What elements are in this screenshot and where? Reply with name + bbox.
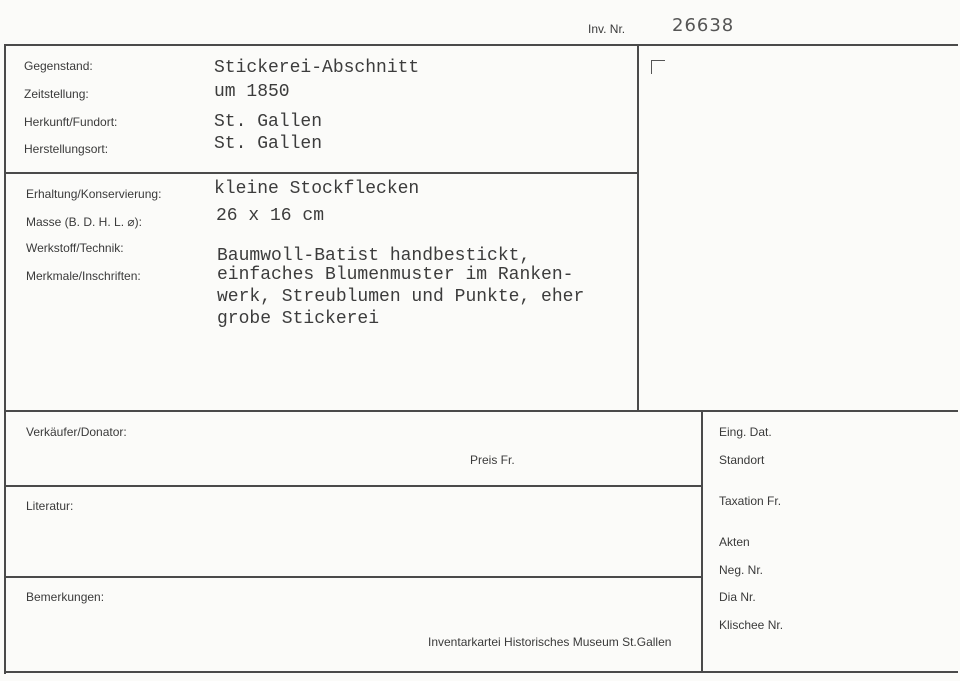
inv-nr-label: Inv. Nr. bbox=[588, 22, 626, 36]
masse-label: Masse (B. D. H. L. ⌀): bbox=[26, 215, 142, 229]
footer-text: Inventarkartei Historisches Museum St.Gallen bbox=[428, 635, 672, 649]
preis-label: Preis Fr. bbox=[470, 453, 515, 467]
beschreibung-line-1: Baumwoll-Batist handbestickt, bbox=[217, 246, 531, 266]
section-rule-2 bbox=[4, 410, 958, 412]
photo-corner-mark-icon bbox=[651, 60, 665, 74]
taxation-label: Taxation Fr. bbox=[719, 494, 782, 508]
section-rule-4 bbox=[4, 576, 702, 578]
herstellungsort-value: St. Gallen bbox=[214, 134, 323, 154]
herkunft-label: Herkunft/Fundort: bbox=[24, 115, 118, 129]
herkunft-value: St. Gallen bbox=[214, 112, 323, 132]
standort-label: Standort bbox=[719, 453, 765, 467]
dia-nr-label: Dia Nr. bbox=[719, 590, 756, 604]
literatur-label: Literatur: bbox=[26, 499, 74, 513]
left-border bbox=[4, 44, 6, 674]
beschreibung-line-2: einfaches Blumenmuster im Ranken- bbox=[217, 265, 574, 285]
merkmale-label: Merkmale/Inschriften: bbox=[26, 269, 141, 283]
section-rule-1 bbox=[4, 172, 638, 174]
right-column-divider bbox=[701, 410, 703, 672]
herstellungsort-label: Herstellungsort: bbox=[24, 142, 109, 156]
zeitstellung-label: Zeitstellung: bbox=[24, 87, 89, 101]
verkaeufer-label: Verkäufer/Donator: bbox=[26, 425, 127, 439]
header-rule bbox=[4, 44, 958, 46]
erhaltung-value: kleine Stockflecken bbox=[214, 179, 420, 199]
photo-box-divider bbox=[637, 44, 639, 411]
eing-dat-label: Eing. Dat. bbox=[719, 425, 772, 439]
zeitstellung-value: um 1850 bbox=[214, 82, 290, 102]
beschreibung-line-4: grobe Stickerei bbox=[217, 309, 380, 329]
klischee-nr-label: Klischee Nr. bbox=[719, 618, 784, 632]
gegenstand-value: Stickerei-Abschnitt bbox=[214, 58, 420, 78]
gegenstand-label: Gegenstand: bbox=[24, 59, 93, 73]
beschreibung-line-3: werk, Streublumen und Punkte, eher bbox=[217, 287, 585, 307]
section-rule-3 bbox=[4, 485, 702, 487]
bottom-border bbox=[4, 671, 958, 673]
inv-nr-value: 26638 bbox=[672, 15, 735, 36]
werkstoff-label: Werkstoff/Technik: bbox=[26, 241, 124, 255]
neg-nr-label: Neg. Nr. bbox=[719, 563, 764, 577]
masse-value: 26 x 16 cm bbox=[216, 206, 325, 226]
erhaltung-label: Erhaltung/Konservierung: bbox=[26, 187, 162, 201]
bemerkungen-label: Bemerkungen: bbox=[26, 590, 105, 604]
akten-label: Akten bbox=[719, 535, 750, 549]
